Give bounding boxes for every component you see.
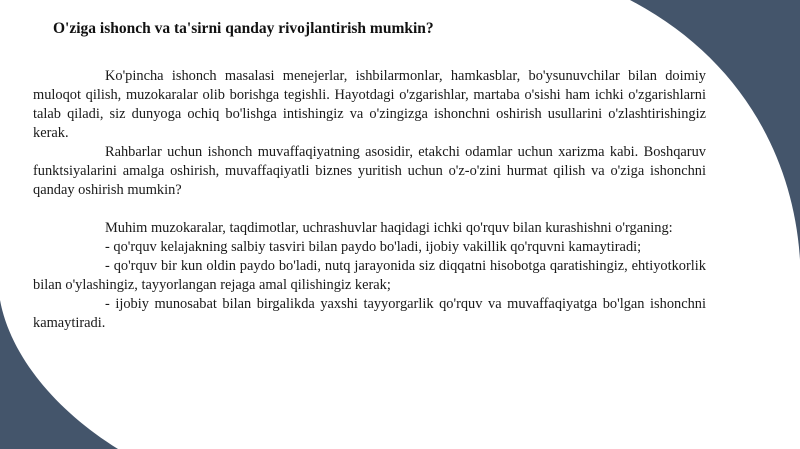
paragraph-intro: Ko'pincha ishonch masalasi menejerlar, ishbilarmonlar, hamkasblar, bo'ysunuvchilar bilan doimiy muloqot qilish, muzokaralar olib borishga tegishli. Hayotdagi o'zgarishlar, martaba o'sishi ham ichki o'zgarishlarni talab qiladi, siz dunyoga ochiq bo'lishga intishingiz va o'zingizga ishonchni oshirish usullarini o'zlashtirishingiz kerak. — [33, 68, 706, 141]
list-item: - qo'rquv bir kun oldin paydo bo'ladi, nutq jarayonida siz diqqatni hisobotga qaratishingiz, ehtiyotkorlik bilan o'ylashingiz, tayyorlangan rejaga amal qilishingiz kerak; — [33, 258, 706, 293]
slide-title: O'ziga ishonch va ta'sirni qanday rivojlantirish mumkin? — [53, 20, 434, 37]
paragraph-leaders: Rahbarlar uchun ishonch muvaffaqiyatning asosidir, etakchi odamlar uchun xarizma kabi. Boshqaruv funktsiyalarini amalga oshirish, muvaffaqiyatli biznes yuritish uchun o'z-o'zini hurmat qilish va o'ziga ishonchni qanday oshirish mumkin? — [33, 144, 706, 198]
paragraph-fear-lead: Muhim muzokaralar, taqdimotlar, uchrashuvlar haqidagi ichki qo'rquv bilan kurashishni o'rganing: — [105, 220, 673, 236]
paragraph-spacer — [33, 200, 706, 219]
slide-body — [33, 67, 706, 333]
list-item: - qo'rquv kelajakning salbiy tasviri bilan paydo bo'ladi, ijobiy vakillik qo'rquvni kamaytiradi; — [105, 239, 642, 255]
list-item: - ijobiy munosabat bilan birgalikda yaxshi tayyorgarlik qo'rquv va muvaffaqiyatga bo'lgan ishonchni kamaytiradi. — [33, 296, 706, 331]
